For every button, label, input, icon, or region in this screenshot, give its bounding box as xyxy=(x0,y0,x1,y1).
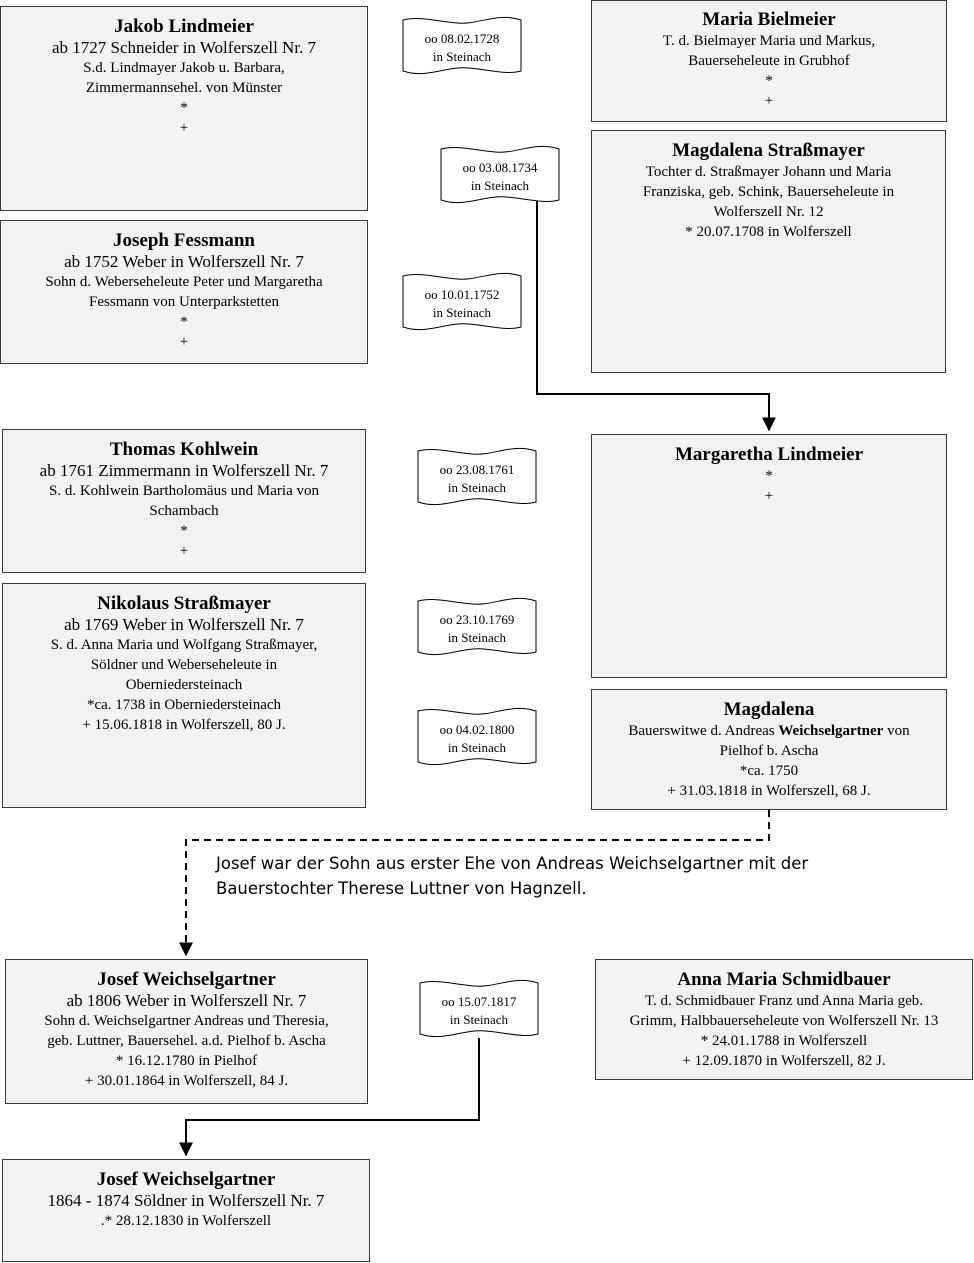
note-text: Josef war der Sohn aus erster Ehe von Andreas Weichselgartner mit der Bauerstochter Therese Luttner von Hagnzell. xyxy=(216,854,809,898)
person-magdalena: Magdalena Bauerswitwe d. Andreas Weichselgartner von Pielhof b. Ascha *ca. 1750 + 31.03.1818 in Wolferszell, 68 J. xyxy=(591,689,947,810)
person-joseph-fessmann: Joseph Fessmann ab 1752 Weber in Wolferszell Nr. 7 Sohn d. Weberseheleute Peter und Margaretha Fessmann von Unterparkstetten * + xyxy=(0,220,368,364)
person-occupation: ab 1727 Schneider in Wolferszell Nr. 7 xyxy=(51,38,317,57)
marriage-7: oo 15.07.1817 in Steinach xyxy=(441,994,517,1027)
person-name: Anna Maria Schmidbauer xyxy=(677,969,891,990)
person-name: Jakob Lindmeier xyxy=(114,16,254,37)
person-name: Margaretha Lindmeier xyxy=(674,444,864,465)
person-occupation: ab 1769 Weber in Wolferszell Nr. 7 xyxy=(64,615,304,634)
person-margaretha-lindmeier: Margaretha Lindmeier * + xyxy=(591,434,947,678)
person-nikolaus-strassmayer: Nikolaus Straßmayer ab 1769 Weber in Wolferszell Nr. 7 S. d. Anna Maria und Wolfgang Straßmayer, Söldner und Weberseheleute in Oberniedersteinach *ca. 1738 in Oberniedersteinach + 15.06.1818 in Wolferszell, 80 J. xyxy=(2,583,366,808)
person-name: Josef Weichselgartner xyxy=(97,969,276,990)
marriage-4: oo 23.08.1761 in Steinach xyxy=(439,462,515,495)
person-occupation: 1864 - 1874 Söldner in Wolferszell Nr. 7 xyxy=(47,1191,325,1210)
marriage-3: oo 10.01.1752 in Steinach xyxy=(424,287,500,320)
person-name: Magdalena Straßmayer xyxy=(672,140,865,161)
person-maria-bielmeier: Maria Bielmeier T. d. Bielmayer Maria und Markus, Bauerseheleute in Grubhof * + xyxy=(591,0,947,122)
person-jakob-lindmeier: Jakob Lindmeier ab 1727 Schneider in Wolferszell Nr. 7 S.d. Lindmayer Jakob u. Barbara, Zimmermannsehel. von Münster * + xyxy=(0,6,368,211)
person-occupation: ab 1806 Weber in Wolferszell Nr. 7 xyxy=(66,991,307,1010)
person-name: Joseph Fessmann xyxy=(113,230,255,251)
marriage-6: oo 04.02.1800 in Steinach xyxy=(439,722,515,755)
person-name: Josef Weichselgartner xyxy=(96,1169,276,1190)
person-josef-weichselgartner-1: Josef Weichselgartner ab 1806 Weber in Wolferszell Nr. 7 Sohn d. Weichselgartner Andreas und Theresia, geb. Luttner, Bauersehel. a.d. Pielhof b. Ascha * 16.12.1780 in Pielhof + 30.01.1864 in Wolferszell, 84 J. xyxy=(5,959,368,1104)
person-name: Maria Bielmeier xyxy=(702,9,836,30)
person-josef-weichselgartner-2: Josef Weichselgartner 1864 - 1874 Söldner in Wolferszell Nr. 7 .* 28.12.1830 in Wolferszell xyxy=(2,1159,370,1262)
marriage-1: oo 08.02.1728 in Steinach xyxy=(424,31,500,64)
person-name: Thomas Kohlwein xyxy=(109,439,259,460)
person-occupation: ab 1752 Weber in Wolferszell Nr. 7 xyxy=(64,252,304,271)
person-name: Nikolaus Straßmayer xyxy=(97,593,271,614)
person-occupation: ab 1761 Zimmermann in Wolferszell Nr. 7 xyxy=(39,461,329,480)
marriage-5: oo 23.10.1769 in Steinach xyxy=(439,612,515,645)
person-anna-maria-schmidbauer: Anna Maria Schmidbauer T. d. Schmidbauer Franz und Anna Maria geb. Grimm, Halbbauerseheleute von Wolferszell Nr. 13 * 24.01.1788 in Wolferszell + 12.09.1870 in Wolferszell, 82 J. xyxy=(595,959,973,1080)
person-magdalena-strassmayer: Magdalena Straßmayer Tochter d. Straßmayer Johann und Maria Franziska, geb. Schink, Bauerseheleute in Wolferszell Nr. 12 * 20.07.1708 in Wolferszell xyxy=(591,130,946,373)
person-thomas-kohlwein: Thomas Kohlwein ab 1761 Zimmermann in Wolferszell Nr. 7 S. d. Kohlwein Bartholomäus und Maria von Schambach * + xyxy=(2,429,366,573)
person-name: Magdalena xyxy=(723,699,815,720)
marriage-2: oo 03.08.1734 in Steinach xyxy=(462,160,538,193)
